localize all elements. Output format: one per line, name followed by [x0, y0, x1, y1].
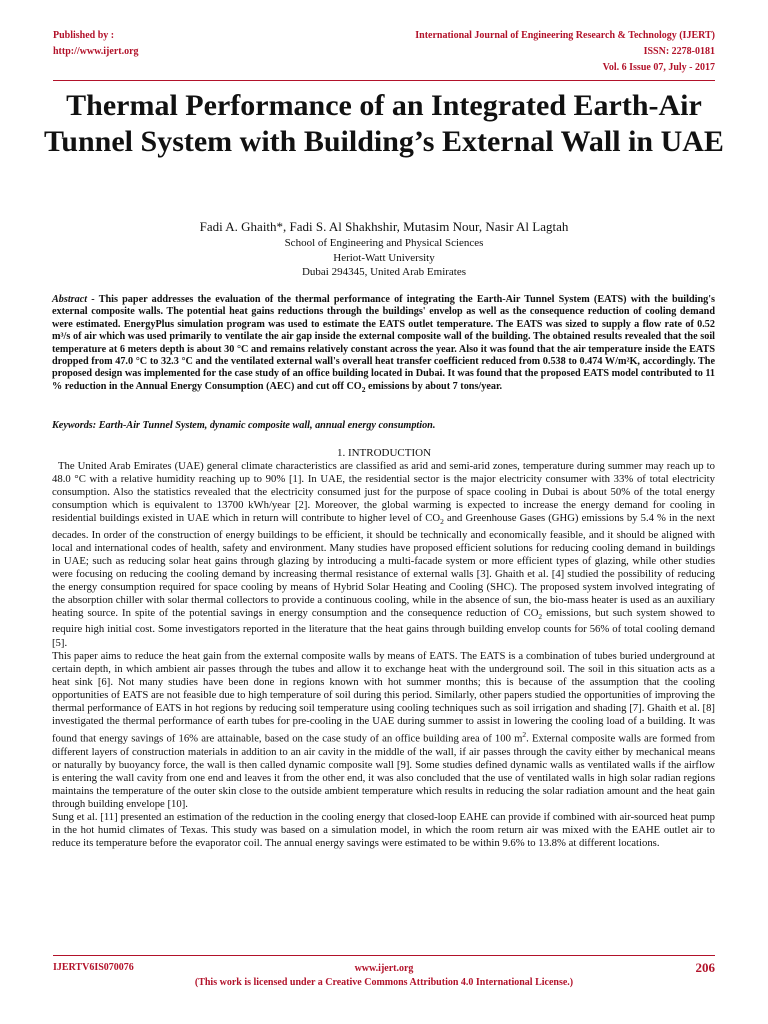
paragraph: Sung et al. [11] presented an estimation of the reduction in the cooling energy that closed-loop EAHE can provide if combined with air-sourced heat pump in the hot humid climates of Texas. This study was based on a simulation model, in which the room return air was mixed with the EAHE outlet air to reduce its temperature before the evaporator coil. The annual energy savings were estimated to be within 9.6% to 13.8% at different locations. — [52, 811, 715, 850]
keywords: Keywords: Earth-Air Tunnel System, dynamic composite wall, annual energy consumption. — [52, 420, 436, 431]
abstract-label: Abstract — [52, 294, 88, 305]
abstract-subscript: 2 — [361, 384, 366, 394]
paragraph-text: and Greenhouse Gases (GHG) emissions by 5.4 % in the next decades. In order of the construction of energy buildings to be efficient, it should be technically and economically feasible, and it should be aligned with local and international codes of health, safety and environment. Many studies have proposed efficient solutions for reducing cooling demand in buildings in UAE; such as reducing solar heat gains through glazing by introducing a multi-facade system or more efficient types of glazing, while other studies were focusing on reducing the cooling demand by increasing thermal resistance of external walls [3]. Ghaith et al. [4] studied the possibility of reducing the energy consumption required for space cooling by means of Hybrid Solar Heating and Cooling (SHC). The proposed system involved integrating of the absorption chiller with solar thermal collectors to provide a continuous cooling, while in the absence of sun, the bio-mass heater is used as an auxiliary heating source. In spite of the potential savings in energy consumption and the consequence reduction of CO — [52, 512, 715, 620]
paragraph — [52, 650, 715, 812]
license-notice: (This work is licensed under a Creative Commons Attribution 4.0 International License.) — [194, 977, 574, 988]
affiliation — [0, 236, 768, 280]
page-number: 206 — [695, 960, 715, 975]
affiliation-address: Dubai 294345, United Arab Emirates — [301, 266, 467, 278]
authors: Fadi A. Ghaith*, Fadi S. Al Shakhshir, Mutasim Nour, Nasir Al Lagtah — [199, 219, 569, 234]
paper-title: Thermal Performance of an Integrated Earth-Air Tunnel System with Building’s External Wall in UAE — [44, 89, 724, 158]
body-text — [52, 460, 715, 851]
journal-url-link[interactable]: http://www.ijert.org — [53, 46, 139, 57]
header-right — [415, 28, 715, 76]
paragraph-text: emissions, but such system showed to require high initial cost. Some investigators reported in the literature that the heat gains through building envelop counts for 56% of total cooling demand [5]. — [52, 607, 716, 649]
footer-url-link[interactable]: www.ijert.org — [354, 963, 414, 974]
published-by-label: Published by : — [53, 30, 115, 41]
header-divider — [53, 80, 715, 81]
section-heading: 1. INTRODUCTION — [336, 447, 432, 459]
superscript: 2 — [522, 730, 527, 740]
abstract — [52, 294, 715, 396]
affiliation-university: Heriot-Watt University — [333, 251, 435, 264]
subscript: 2 — [538, 612, 543, 622]
paper-id: IJERTV6IS070076 — [53, 962, 134, 973]
footer-center — [0, 962, 768, 990]
volume-issue: Vol. 6 Issue 07, July - 2017 — [602, 62, 715, 73]
header-left — [53, 28, 139, 60]
paragraph-text: . External composite walls are formed from different layers of construction materials in addition to an air cavity in the middle of the wall, if air passes through the cavity either by mechanical means or naturally by buoyancy force, the wall is then called dynamic composite wall [9]. Some studies defined dynamic walls as ventilated walls if the airflow is entering the wall cavity from one end and leaves it from the other end, it was also concluded that the use of ventilated walls in high solar radian regions maintains the temperature of the outer skin close to the outside ambient temperature which results in reducing the solar radiation amount and the heat gain through building envelope [10]. — [52, 732, 716, 811]
journal-name: International Journal of Engineering Research & Technology (IJERT) — [415, 30, 715, 41]
paragraph-text: The United Arab Emirates (UAE) general climate characteristics are classified as arid and semi-arid zones, temperature during summer may reach up to 48.0 °C with a relative humidity reaching up to 90% [1]. In UAE, the residential sector is the major electricity consumer with 33% of total electricity consumption. Also the statistics revealed that the electricity consumed just for the purpose of space cooling in Dubai is about 50% of the total energy consumption which is equivalent to 13700 kWh/year [2]. Moreover, the global warming is expected to increase the energy demand for cooling in residential buildings existed in UAE which in return will contribute to higher level of CO — [52, 460, 715, 525]
paragraph-text: This paper aims to reduce the heat gain from the external composite walls by means of EATS. The EATS is a combination of tubes buried underground at certain depth, in which ambient air passes through the tubes and allow it to exchange heat with the underground soil. The soil in this situation acts as a heat sink [6]. Not many studies have been done in regions known with hot summer months; this is because of the assumption that the cooling opportunities of EATS are not feasible due to high temperature of soil during this period. Similarly, other papers studied the opportunities of improving the thermal performance of EATS in hot regions by reducing soil temperature using cooling techniques such as soil irrigation and shading [7]. Ghaith et al. [8] investigated the thermal performance of earth tubes for pre-cooling in the UAE during summer to assist in lowering the cooling load of a building. It was found that energy savings of 16% are attainable, based on the case study of an office building area of 100 m — [52, 649, 715, 745]
subscript: 2 — [440, 517, 444, 527]
issn: ISSN: 2278-0181 — [643, 46, 715, 57]
abstract-text-end: emissions by about 7 tons/year. — [365, 380, 503, 392]
paragraph — [52, 460, 715, 650]
abstract-text: - This paper addresses the evaluation of the thermal performance of integrating the Earth-Air Tunnel System (EATS) with the building's external composite walls. The potential heat gains reductions through the buildings' envelop as well as the consequence reduction of cooling demand were estimated. EnergyPlus simulation program was used to estimate the EATS outlet temperature. The EATS was sized to supply a flow rate of 0.52 m³/s of air which was used primarily to ventilate the air gap inside the external composite wall of the building. The obtained results revealed that the soil temperature at 6 meters depth is about 30 °C and remains relatively constant across the year. Also it was found that the air temperature inside the EATS dropped from 47.0 °C to 32.3 °C and the ventilated external wall's overall heat transfer coefficient reduced from 0.538 to 0.474 W/m²K, accordingly. The proposed design was implemented for the case study of an office building located in Dubai. It was found that the proposed EATS model contributed to 11 % reduction in the Annual Energy Consumption (AEC) and cut off CO — [52, 294, 715, 392]
footer-divider — [53, 955, 715, 956]
affiliation-school: School of Engineering and Physical Sciences — [284, 237, 484, 249]
